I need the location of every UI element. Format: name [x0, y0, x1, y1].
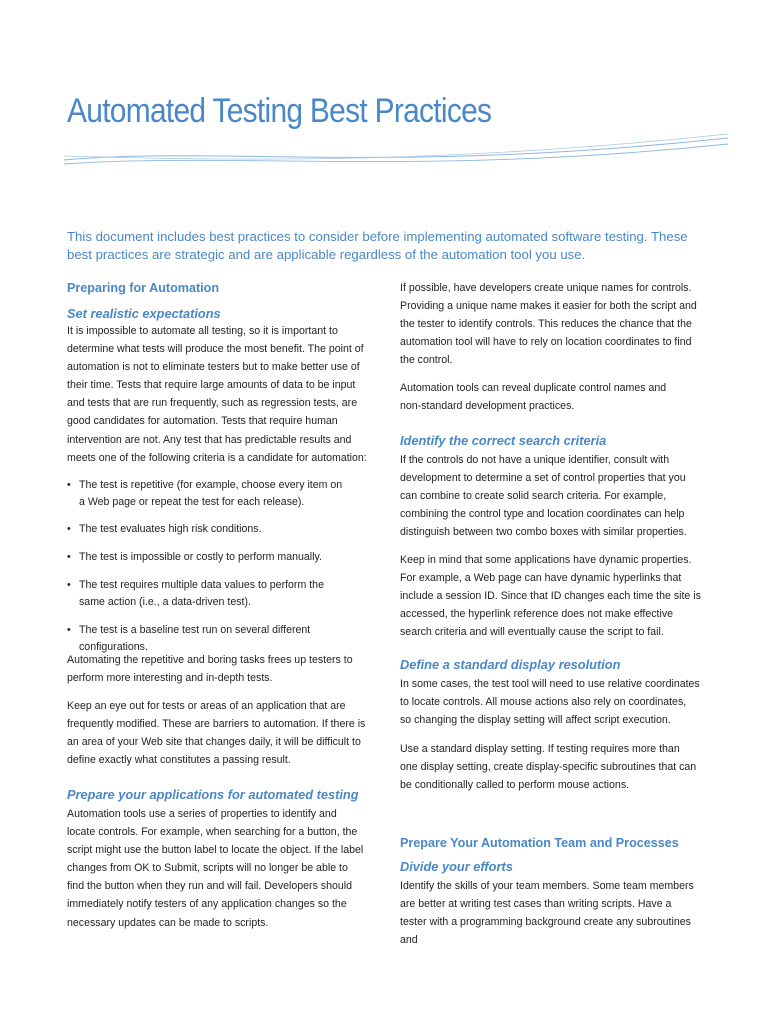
paragraph-standard-display: Use a standard display setting. If testing requires more than one display setting, create display-specific subroutines that can be conditionally called to perform mouse actions. — [400, 743, 697, 792]
bullet-item-repetitive — [67, 477, 347, 511]
paragraph-display-resolution: In some cases, the test tool will need to use relative coordinates to locate controls. All mouse actions also rely on coordinates, so changing the display setting will affect script execution. — [400, 678, 700, 727]
bullet-item-multiple-data — [67, 577, 339, 611]
bullet-icon: • — [67, 523, 71, 535]
bullet-icon: • — [67, 624, 71, 636]
bullet-icon: • — [67, 579, 71, 591]
paragraph-dynamic-properties: Keep in mind that some applications have dynamic properties. For example, a Web page can have dynamic hyperlinks that include a session ID. Since that ID changes each time the site is accessed, the hyperlink reference does not make effective search criteria and will eventually cause the script to fail. — [400, 554, 701, 639]
paragraph-unique-names: If possible, have developers create unique names for controls. Providing a unique name makes it easier for both the script and the tester to identify controls. This reduces the chance that the automation tool will have to rely on location coordinates to find the control. — [400, 282, 697, 367]
document-title: Automated Testing Best Practices — [67, 92, 492, 130]
intro-paragraph: This document includes best practices to consider before implementing automated software testing. These best practices are strategic and are applicable regardless of the automation tool you use. — [67, 229, 688, 262]
paragraph-automating-repetitive: Automating the repetitive and boring tasks frees up testers to perform more interesting and in-depth tests. — [67, 654, 353, 685]
bullet-icon: • — [67, 479, 71, 491]
bullet-item-impossible — [67, 549, 369, 566]
subheading-prepare-applications: Prepare your applications for automated testing — [67, 787, 359, 802]
paragraph-realistic-expectations: It is impossible to automate all testing, so it is important to determine what tests will produce the most benefit. The point of automation is not to eliminate testers but to make better use of their time. Tests that require large amounts of data to be input and tests that are run frequently, such as regression tests, are good candidates for automation. Tests that require human intervention are not. Any test that has predictable results and meets one of the following criteria is a candidate for automation: — [67, 325, 367, 464]
bullet-icon: • — [67, 551, 71, 563]
paragraph-keep-eye-out: Keep an eye out for tests or areas of an application that are frequently modified. These are barriers to automation. If there is an area of your Web site that changes daily, it will be difficult to define exactly what constitutes a passing result. — [67, 700, 366, 767]
bullet-text: The test is impossible or costly to perform manually. — [79, 551, 322, 563]
bullet-text: The test is a baseline test run on several different configurations. — [79, 624, 311, 653]
heading-preparing-for-automation: Preparing for Automation — [67, 281, 220, 295]
bullet-text: The test is repetitive (for example, choose every item on a Web page or repeat the test for each release). — [79, 479, 343, 508]
paragraph-duplicate-names: Automation tools can reveal duplicate control names and non-standard development practices. — [400, 382, 667, 413]
subheading-set-realistic-expectations: Set realistic expectations — [67, 306, 221, 321]
paragraph-divide-efforts: Identify the skills of your team members. Some team members are better at writing test cases than writing scripts. Have a tester with a programming background create any subroutines and — [400, 880, 694, 947]
bullet-item-high-risk — [67, 521, 369, 538]
heading-prepare-team: Prepare Your Automation Team and Processes — [400, 836, 679, 850]
bullet-text: The test requires multiple data values to perform the same action (i.e., a data-driven test). — [79, 579, 324, 608]
bullet-text: The test evaluates high risk conditions. — [79, 523, 262, 535]
paragraph-prepare-applications: Automation tools use a series of properties to identify and locate controls. For example, when searching for a button, the script might use the button label to locate the object. If the label changes from OK to Submit, scripts will no longer be able to find the button when they run and will fail. Developers should immediately notify testers of any application changes so the necessary updates can be made to scripts. — [67, 808, 364, 929]
subheading-search-criteria: Identify the correct search criteria — [400, 433, 607, 448]
subheading-display-resolution: Define a standard display resolution — [400, 657, 621, 672]
paragraph-search-criteria: If the controls do not have a unique identifier, consult with development to determine a set of control properties that you can combine to create solid search criteria. For example, combining the control type and location coordinates can help distinguish between two combo boxes with similar properties. — [400, 454, 687, 539]
decorative-swoosh-divider — [60, 132, 730, 172]
subheading-divide-efforts: Divide your efforts — [400, 859, 513, 874]
